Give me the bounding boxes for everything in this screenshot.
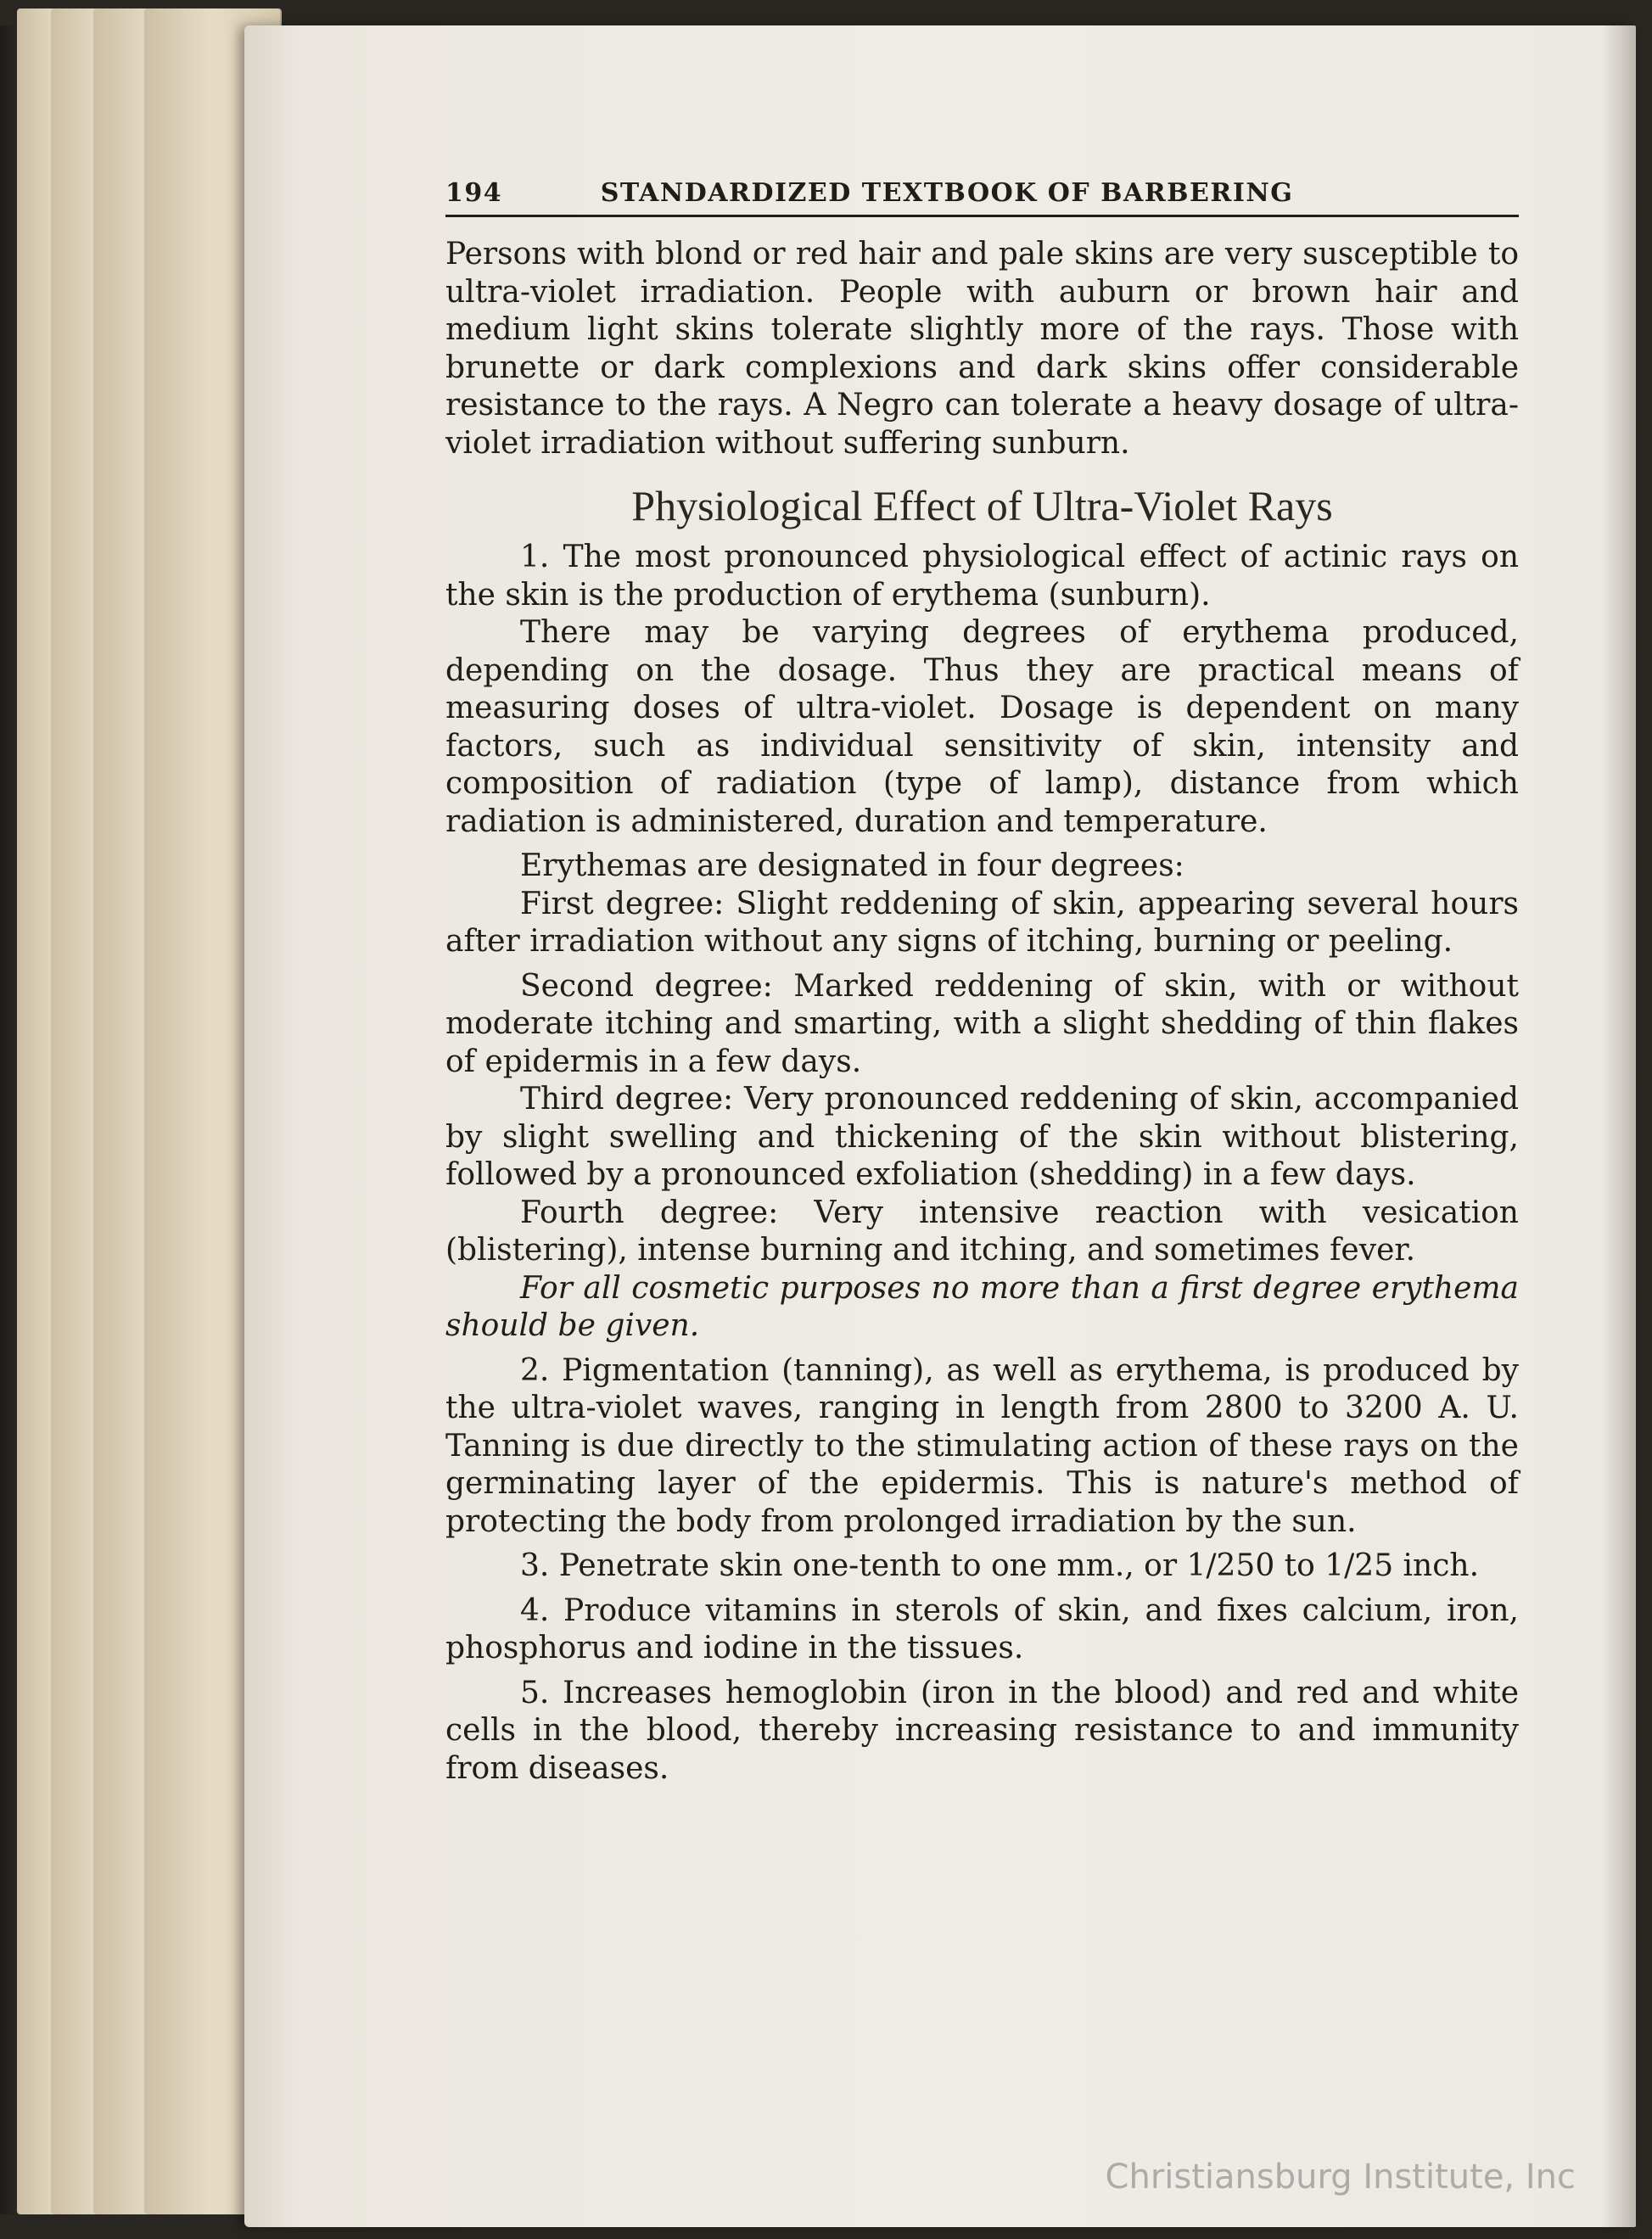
page-edge-shadow [1602, 25, 1636, 2227]
page-number: 194 [445, 178, 503, 208]
page-content [445, 178, 1519, 1788]
body-text [445, 236, 1519, 1788]
paragraph-third-degree: Third degree: Very pronounced reddening of skin, accompanied by slight swelling and thickening of the skin without blistering, followed by a pronounced exfoliation (shedding) in a few days. [445, 1082, 1519, 1192]
intro-paragraph: Persons with blond or red hair and pale skins are very susceptible to ultra-violet irradiation. People with auburn or brown hair and medium light skins tolerate slightly more of the rays. Those with brunette or dark complexions and dark skins offer considerable resistance to the rays. A Negro can tolerate a heavy dosage of ultra-violet irradiation without suffering sunburn. [445, 237, 1519, 461]
paragraph-vitamins: 4. Produce vitamins in sterols of skin, and fixes calcium, iron, phosphorus and iodine in the tissues. [445, 1592, 1519, 1665]
paragraph-penetrate: 3. Penetrate skin one-tenth to one mm., or 1/250 to 1/25 inch. [520, 1548, 1480, 1583]
paragraph-cosmetic-note: For all cosmetic purposes no more than a first degree erythema should be given. [445, 1270, 1519, 1343]
paragraph-first-degree: First degree: Slight reddening of skin, appearing several hours after irradiation without any signs of itching, burning or peeling. [445, 886, 1519, 959]
paragraph-second-degree: Second degree: Marked reddening of skin, with or without moderate itching and smarting, with a slight shedding of thin flakes of epidermis in a few days. [445, 968, 1519, 1079]
paragraph-3: Erythemas are designated in four degrees: [520, 848, 1184, 883]
section-heading: Physiological Effect of Ultra-Violet Rays [631, 482, 1333, 529]
paragraph-2: There may be varying degrees of erythema produced, depending on the dosage. Thus they are practical means of measuring doses of ultra-violet. Dosage is dependent on many factors, such as individual sensitivity of skin, intensity and composition of radiation (type of lamp), distance from which radiation is administered, duration and temperature. [445, 615, 1519, 839]
book-title: STANDARDIZED TEXTBOOK OF BARBERING [600, 178, 1294, 208]
watermark: Christiansburg Institute, Inc [1105, 2158, 1576, 2197]
paragraph-pigmentation: 2. Pigmentation (tanning), as well as erythema, is produced by the ultra-violet waves, ranging in length from 2800 to 3200 A. U. Tanning is due directly to the stimulating action of these rays on the germinating layer of the epidermis. This is nature's method of protecting the body from prolonged irradiation by the sun. [445, 1352, 1519, 1539]
running-head [445, 178, 1519, 217]
paragraph-hemoglobin: 5. Increases hemoglobin (iron in the blood) and red and white cells in the blood, thereby increasing resistance to and immunity from diseases. [445, 1675, 1519, 1786]
paragraph-fourth-degree: Fourth degree: Very intensive reaction with vesication (blistering), intense burning and itching, and sometimes fever. [445, 1195, 1519, 1268]
paragraph-1: 1. The most pronounced physiological effect of actinic rays on the skin is the production of erythema (sunburn). [445, 540, 1519, 613]
